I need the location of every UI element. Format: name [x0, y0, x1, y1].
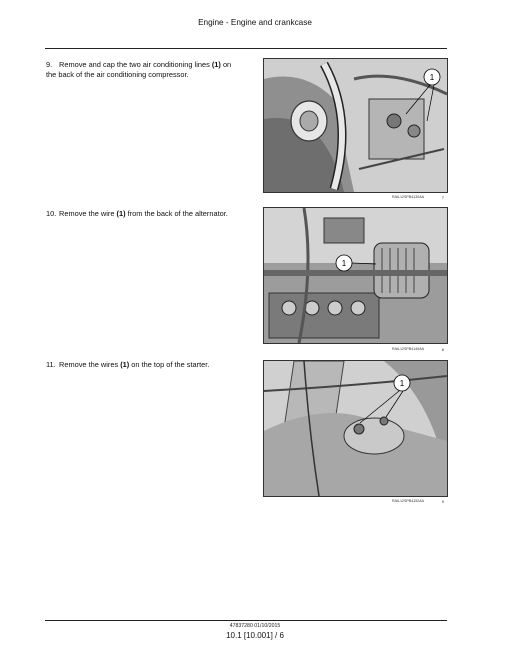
step-text-pre: Remove the wires	[59, 360, 121, 369]
figure-9-photo	[263, 360, 448, 497]
callout-ref: (1)	[120, 360, 130, 369]
step-number: 10.	[46, 209, 57, 218]
figure-number: 8	[441, 347, 444, 352]
image-code: RAIL12SPB4149AA	[392, 347, 424, 351]
step-text-post: from the back of the alternator.	[125, 209, 228, 218]
image-code: RAIL12SPB4152AA	[392, 499, 424, 503]
document-reference: 47837280 01/10/2015	[229, 623, 281, 629]
step-11	[46, 360, 241, 370]
figure-number: 7	[441, 195, 444, 200]
step-text-post: on the back of the air conditioning compressor.	[46, 60, 232, 79]
figure-9-callout: 1	[399, 379, 405, 388]
page-header: Engine - Engine and crankcase	[198, 18, 312, 27]
page-number: 10.1 [10.001] / 6	[226, 631, 284, 640]
step-9	[46, 60, 241, 79]
step-text-post: on the top of the starter.	[129, 360, 210, 369]
step-10	[46, 209, 241, 219]
figure-8-callout: 1	[341, 259, 347, 268]
step-number: 11.	[46, 360, 56, 369]
image-code: RAIL12SPB4130AA	[392, 195, 424, 199]
callout-ref: (1)	[211, 60, 221, 69]
step-text-pre: Remove the wire	[59, 209, 117, 218]
figure-7-callout: 1	[429, 73, 435, 82]
header-divider	[45, 48, 447, 49]
step-number: 9.	[46, 60, 53, 69]
page-footer	[0, 623, 510, 640]
callout-ref: (1)	[116, 209, 126, 218]
figure-7-photo	[263, 58, 448, 193]
step-text-pre: Remove and cap the two air conditioning lines	[59, 60, 212, 69]
figure-number: 9	[441, 499, 444, 504]
figure-8-photo	[263, 207, 448, 344]
footer-divider	[45, 620, 447, 621]
